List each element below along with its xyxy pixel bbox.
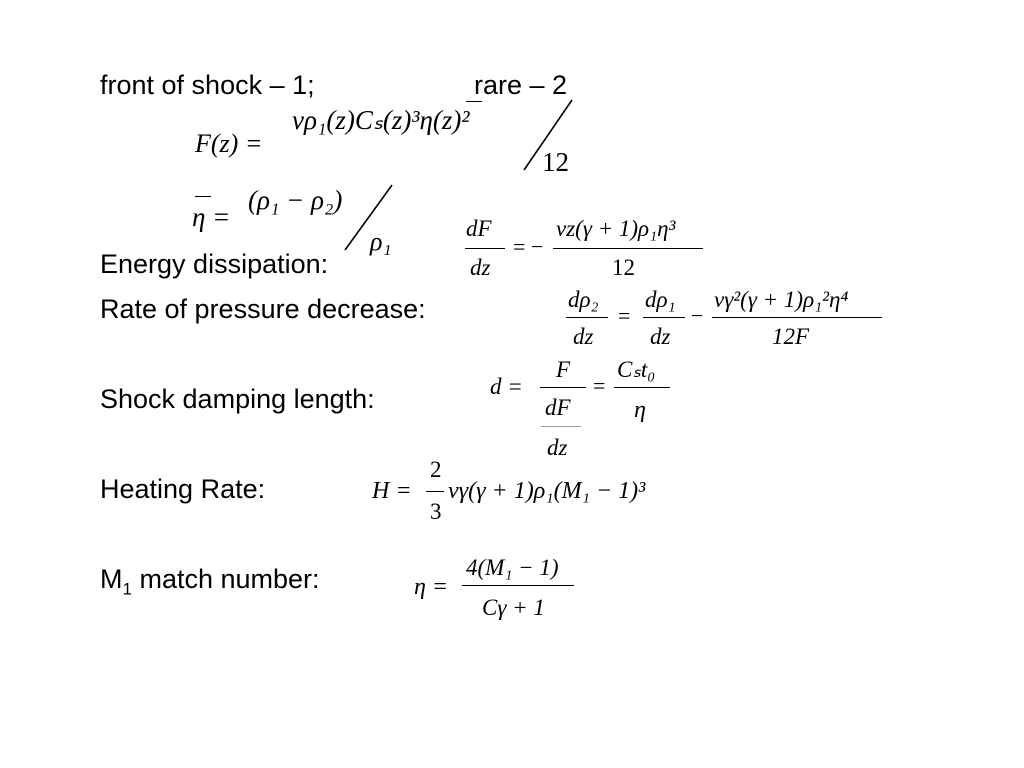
eq-pressure-term2-bar — [643, 317, 685, 318]
eq-damping-den2: η — [634, 397, 646, 423]
eq-energy-rhs-bar — [553, 248, 703, 249]
eq-energy-rhs-den: 12 — [612, 255, 635, 280]
eq-F-lhs: F(z) = — [195, 129, 263, 158]
eq-pressure-term1-bar — [566, 317, 608, 318]
label-heating-rate: Heating Rate: — [100, 474, 266, 504]
eta-def-overbar — [195, 196, 211, 197]
eq-pressure-term2-den: dz — [650, 324, 671, 349]
eq-mach-bar — [462, 585, 574, 586]
mach-label-rest: match number: — [131, 564, 320, 594]
eq-heating-num: 2 — [430, 457, 442, 482]
eq-F-denominator: 12 — [542, 147, 569, 177]
eq-pressure-equals: = — [618, 303, 631, 328]
eq-mach-lhs: η = — [414, 574, 449, 600]
eq-eta-lhs: η = — [192, 202, 231, 232]
eq-pressure-term1-num: dρ₂ — [568, 287, 599, 312]
mach-subscript: 1 — [122, 579, 132, 599]
eq-F-numerator: νρ₁(z)Cₛ(z)³η(z)² — [292, 105, 470, 135]
eq-eta-denominator: ρ₁ — [370, 227, 392, 256]
eq-pressure-term3-den: 12F — [772, 324, 810, 349]
eq-heating-lhs: H = — [372, 478, 412, 504]
eq-damping-lhs: d = — [490, 374, 523, 399]
label-front-of-shock: front of shock – 1; — [100, 70, 315, 100]
eq-pressure-term2-num: dρ₁ — [645, 287, 676, 312]
eq-energy-lhs-den: dz — [470, 255, 491, 280]
eq-heating-den: 3 — [430, 499, 442, 524]
eq-pressure-term3-num: νγ²(γ + 1)ρ₁²η⁴ — [714, 287, 849, 312]
eq-damping-mid-num: dF — [545, 395, 571, 420]
label-energy-dissipation: Energy dissipation: — [100, 249, 329, 279]
eq-heating-bar — [426, 491, 444, 492]
label-rate-of-pressure-decrease: Rate of pressure decrease: — [100, 294, 426, 324]
mach-symbol: M — [100, 564, 123, 594]
label-rare: rare – 2 — [474, 70, 568, 100]
eq-pressure-term1-den: dz — [573, 324, 594, 349]
eq-mach-den: Cγ + 1 — [482, 595, 545, 620]
eq-damping-num1: F — [556, 357, 571, 382]
eq-damping-mid-den: dz — [547, 435, 568, 460]
eq-mach-num: 4(M₁ − 1) — [466, 555, 559, 580]
eq-energy-lhs-bar — [465, 248, 505, 249]
eq-energy-lhs-num: dF — [466, 216, 492, 241]
eq-energy-rhs-num: νz(γ + 1)ρ₁η³ — [556, 216, 676, 241]
eq-damping-bar2 — [614, 387, 670, 388]
eq-damping-bar-mid — [541, 426, 581, 427]
eq-pressure-term3-bar — [712, 317, 882, 318]
eq-damping-equals: = — [593, 373, 606, 398]
eq-pressure-minus: − — [691, 303, 704, 328]
eq-heating-rest: νγ(γ + 1)ρ₁(M₁ − 1)³ — [448, 478, 646, 504]
eq-eta-numerator: (ρ₁ − ρ₂) — [248, 185, 343, 215]
eq-energy-equals: = − — [513, 234, 544, 259]
label-shock-damping-length: Shock damping length: — [100, 384, 375, 414]
eta-overbar — [466, 101, 482, 102]
eq-damping-bar1 — [540, 387, 586, 388]
eq-damping-num2: Cₛt₀ — [617, 357, 656, 382]
